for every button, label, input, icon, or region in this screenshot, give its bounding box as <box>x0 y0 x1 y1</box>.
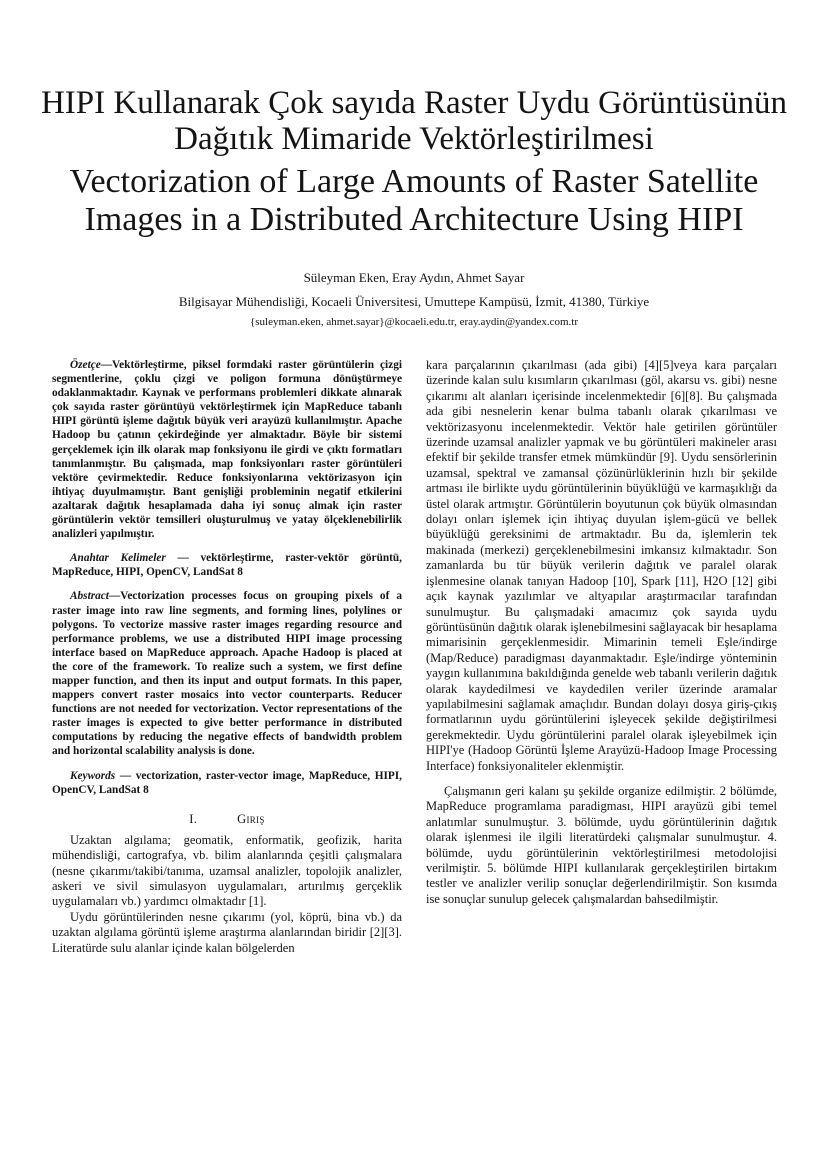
affiliation: Bilgisayar Mühendisliği, Kocaeli Üniversitesi, Umuttepe Kampüsü, İzmit, 41380, Türkiye <box>178 294 650 309</box>
ozetce-text: —Vektörleştirme, piksel formdaki raster görüntülerin çizgi segmentlerine, çoklu çizgi ve poligon formuna dönüştürmeye odaklanmaktadır. Kaynak ve performans problemleri dikkate alınarak çok sayıda raster görüntüyü vektörleştirmek için MapReduce tabanlı HIPI görüntü işleme dağıtık büyük veri arayüzü kullanılmıştır. Apache Hadoop bu çatının çekirdeğinde yer almaktadır. Böyle bir sistemi gerçeklemek için ilk olarak map fonksiyonu ile girdi ve çıktı formatları tanımlanmıştır. Bu çalışmada, map fonksiyonları raster görüntüleri vektöre çevirmektedir. Reduce fonksiyonlarına vektörizasyon için ihtiyaç duyulmamıştır. Bant genişliği probleminin negatif etkilerini azaltarak dağıtık hesaplamada daha iyi sonuç almak için raster görüntülerin vektör temsilleri oluşturulmuş ve yatay ölçeklenebilirlik analizleri yapılmıştır. <box>52 359 402 541</box>
abstract-text: —Vectorization processes focus on grouping pixels of a raster image into raw line segments, and forming lines, polylines or polygons. To vectorize massive raster images regarding resource and performance problems, we use a distributed HIPI image processing interface based on MapReduce approach. Apache Hadoop is placed at the core of the framework. To realize such a system, we first define mapper function, and then its input and output formats. In this paper, mappers convert raster mosaics into vector counterparts. Reducer functions are not needed for vectorization. Vector representations of the raster images is expected to give better performance in distributed computations by reducing the negative effects of bandwidth problem and horizontal scalability analysis is done. <box>52 590 402 758</box>
keywords <box>52 769 402 797</box>
anahtar-kelimeler-label: Anahtar Kelimeler <box>70 552 166 565</box>
abstract-label: Abstract <box>70 590 109 603</box>
body-paragraph: Uydu görüntülerinden nesne çıkarımı (yol, köprü, bina vb.) da uzaktan algılama görüntü işleme araştırma alanlarından biridir [2][3]. Literatürde sulu alanlar içinde kalan bölgelerden <box>52 909 402 955</box>
body-paragraph: Uzaktan algılama; geomatik, enformatik, geofizik, harita mühendisliği, cartografya, vb. bilim alanlarında çeşitli çalışmalara (nesne çıkarımı/takibi/tanıma, uzamsal analizler, topolojik analizler, askeri ve sivil simulasyon uygulamaları, artırılmış gerçeklik uygulamaları vb.) yardımcı olmaktadır [1]. <box>52 832 402 909</box>
paper-title-english: Vectorization of Large Amounts of Raster Satellite Images in a Distributed Architecture Using HIPI <box>69 163 759 238</box>
ozetce-label: Özetçe <box>70 359 101 371</box>
anahtar-kelimeler-text: — vektörleştirme, raster-vektör görüntü, MapReduce, HIPI, OpenCV, LandSat 8 <box>52 552 403 579</box>
paper-title-turkish: HIPI Kullanarak Çok sayıda Raster Uydu Görüntüsünün Dağıtık Mimaride Vektörleştirilmesi <box>40 85 788 157</box>
english-abstract <box>52 589 402 758</box>
body-paragraph: kara parçalarının çıkarılması (ada gibi) [4][5]veya kara parçaları üzerinde kalan sulu kısımların çıkarılması (göl, akarsu vs. gibi) nesne çıkarımı alt alanları içerisinde incelenmektedir [6][8]. Bu çalışmada ada gibi nesnelerin kenar bulma tabanlı olarak çıkarılması ve vektörizasyonu incelenmektedir. Vektör hale getirilen görüntüler üzerinde uzamsal analizler yapmak ve bu görüntüleri makineler arası efektif bir şekilde transfer etmek mümkündür [9]. Uydu sensörlerinin uzamsal, spektral ve zamansal çözünürlüklerinin hızlı bir şekilde artması ile birlikte uydu görüntülerinin büyüklüğü ve karmaşıklığı da üstel olarak artmıştır. Görüntülerin boyutunun çok büyük olmasından dolayı onları işlemek için ihtiyaç duyulan işlem-gücü ve bellek büyüklüğü gereksinimi de artmaktadır. Bu da, işlemlerin tek makinada (merkezi) gerçeklenebilmesini imkansız kılmaktadır. Son zamanlarda bu tür büyük verilerin dağıtık ve paralel olarak işlenmesine olanak tanıyan Hadoop [10], Spark [11], H2O [12] gibi açık kaynak yazılımlar ve altyapılar araştırmacılar tarafından sunulmuştur. Bu çalışmadaki amacımız çok sayıda uydu görüntüsünün dağıtık olarak işlenebilmesini sağlayacak bir hesaplama mimarisinin gerçeklenmesidir. Mimarinin temeli Eşle/indirge (Map/Reduce) paradigması dayanmaktadır. Eşle/indirge yönteminin yaygın kullanımına bakıldığında genelde web tabanlı verilerin dağıtık olarak kaydedilmesi ve kaydedilen veriler üzerinde aramalar yapılabilmesini sağlamak amaçlıdır. Bundan dolayı dosya giriş-çıkış formatlarının uydu görüntülerini işleyecek şekilde değiştirilmesi gerekmektedir. Uydu görüntülerini paralel olarak işleyebilmek için HIPI'ye (Hadoop Görüntü İşleme Arayüzü-Hadoop Image Processing Interface) fonksiyonaliteler eklenmiştir. <box>426 358 777 773</box>
keywords-text: — vectorization, raster-vector image, MapReduce, HIPI, OpenCV, LandSat 8 <box>52 769 402 796</box>
section-title: Giriş <box>237 811 265 826</box>
section-heading-introduction <box>52 811 402 827</box>
ozetce-abstract <box>52 358 402 541</box>
keywords-label: Keywords <box>70 769 116 782</box>
body-paragraph: Çalışmanın geri kalanı şu şekilde organize edilmiştir. 2 bölümde, MapReduce programlama paradigması, HIPI arayüzü gibi temel anlatımlar sunulmuştur. 3. bölümde, uydu görüntülerinin dağıtık olarak işlenmesi ile ilgili literatürdeki çalışmalar sunulmuştur. 4. bölümde, uydu görüntülerinin vektörleştirilmesi metodolojisi verilmiştir. 5. bölümde HIPI kullanılarak gerçekleştirilen birtakım testler ve analizler verilip sonuçlar değerlendirilmiştir. Son kısımda ise sonuçlar sunulup gelecek çalışmalardan bahsedilmiştir. <box>426 783 777 906</box>
section-number: I. <box>189 811 198 826</box>
author-list: Süleyman Eken, Eray Aydın, Ahmet Sayar <box>303 270 525 285</box>
anahtar-kelimeler <box>52 551 402 579</box>
left-column <box>52 358 402 956</box>
right-column <box>426 358 777 907</box>
author-emails: {suleyman.eken, ahmet.sayar}@kocaeli.edu.tr, eray.aydin@yandex.com.tr <box>249 316 579 328</box>
